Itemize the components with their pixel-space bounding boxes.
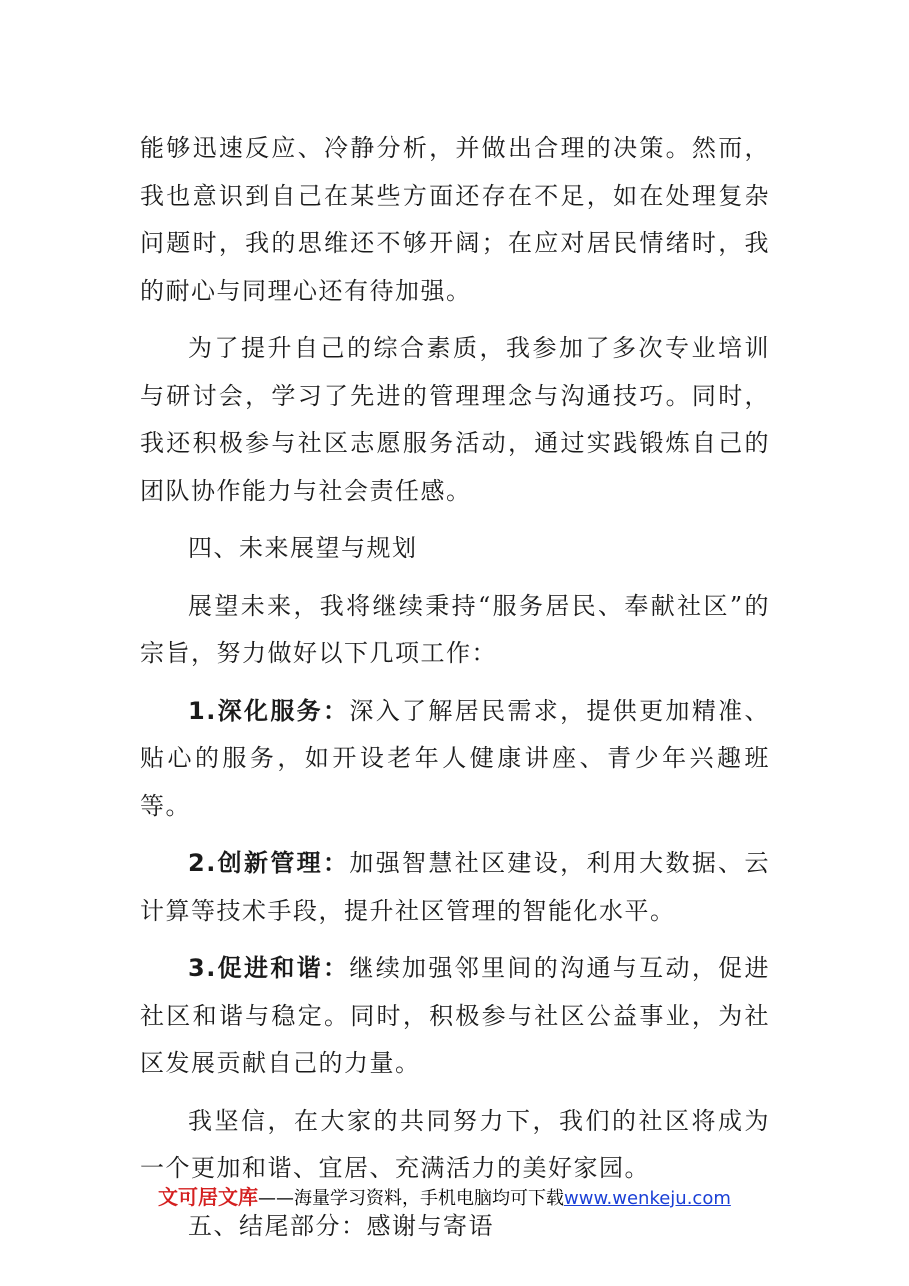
list-item-label: 2.创新管理： <box>188 849 350 877</box>
document-body <box>140 125 770 1260</box>
footer-tagline: ——海量学习资料，手机电脑均可下载 <box>258 1188 564 1209</box>
paragraph-continuation: 能够迅速反应、冷静分析，并做出合理的决策。然而，我也意识到自己在某些方面还存在不足，如在处理复杂问题时，我的思维还不够开阔；在应对居民情绪时，我的耐心与同理心还有待加强。 <box>140 134 770 305</box>
paragraph-outlook: 展望未来，我将继续秉持“服务居民、奉献社区”的宗旨，努力做好以下几项工作： <box>140 591 770 667</box>
paragraph-belief: 我坚信，在大家的共同努力下，我们的社区将成为一个更加和谐、宜居、充满活力的美好家园。 <box>140 1106 770 1182</box>
list-item-innovate-management: 2.创新管理：加强智慧社区建设，利用大数据、云计算等技术手段，提升社区管理的智能化水平。 <box>140 849 770 925</box>
section-heading-closing: 五、结尾部分：感谢与寄语 <box>188 1211 494 1240</box>
list-item-label: 3.促进和谐： <box>188 954 350 982</box>
footer-link[interactable]: www.wenkeju.com <box>564 1188 731 1209</box>
page-footer <box>158 1181 731 1210</box>
list-item-label: 1.深化服务： <box>188 696 350 725</box>
section-heading-future: 四、未来展望与规划 <box>188 534 418 562</box>
paragraph-self-improvement: 为了提升自己的综合素质，我参加了多次专业培训与研讨会，学习了先进的管理理念与沟通技巧。同时，我还积极参与社区志愿服务活动，通过实践锻炼自己的团队协作能力与社会责任感。 <box>140 334 770 505</box>
list-item-promote-harmony: 3.促进和谐：继续加强邻里间的沟通与互动，促进社区和谐与稳定。同时，积极参与社区公益事业，为社区发展贡献自己的力量。 <box>140 954 770 1077</box>
list-item-deepen-service: 1.深化服务：深入了解居民需求，提供更加精准、贴心的服务，如开设老年人健康讲座、青少年兴趣班等。 <box>140 696 770 820</box>
footer-brand: 文可居文库 <box>158 1185 258 1209</box>
